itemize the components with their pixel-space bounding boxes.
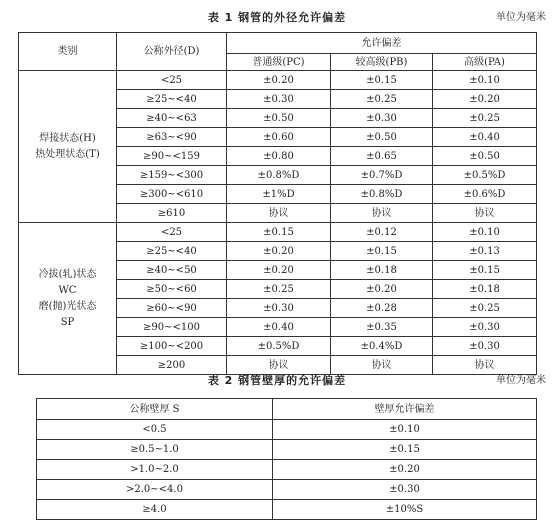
tolerance-pb-cell: 协议 bbox=[331, 356, 433, 375]
tolerance-pa-cell: ±0.40 bbox=[433, 128, 537, 147]
tolerance-pa-cell: ±0.25 bbox=[433, 109, 537, 128]
tolerance-pc-cell: ±0.20 bbox=[227, 71, 331, 90]
tolerance-pa-cell: ±0.10 bbox=[433, 223, 537, 242]
tolerance-pb-cell: ±0.25 bbox=[331, 90, 433, 109]
tolerance-pa-cell: ±0.10 bbox=[433, 71, 537, 90]
tolerance-pb-cell: ±0.7%D bbox=[331, 166, 433, 185]
nominal-diameter-cell: ≥60~<90 bbox=[117, 299, 227, 318]
header-grade-pa: 高级(PA) bbox=[433, 54, 537, 71]
outer-diameter-tolerance-table bbox=[18, 32, 537, 375]
tolerance-pb-cell: ±0.18 bbox=[331, 261, 433, 280]
nominal-diameter-cell: ≥90~<100 bbox=[117, 318, 227, 337]
table1-header-row bbox=[19, 33, 537, 54]
tolerance-pb-cell: ±0.8%D bbox=[331, 185, 433, 204]
nominal-diameter-cell: ≥40~<50 bbox=[117, 261, 227, 280]
header-grade-pc: 普通级(PC) bbox=[227, 54, 331, 71]
wall-tolerance-cell: ±0.15 bbox=[273, 440, 537, 460]
wall-thickness-cell: ≥4.0 bbox=[37, 500, 273, 520]
tolerance-pc-cell: ±1%D bbox=[227, 185, 331, 204]
wall-thickness-cell: <0.5 bbox=[37, 420, 273, 440]
tolerance-pc-cell: ±0.20 bbox=[227, 261, 331, 280]
table2-header-row bbox=[37, 399, 537, 420]
category-cell bbox=[19, 71, 117, 223]
tolerance-pb-cell: ±0.4%D bbox=[331, 337, 433, 356]
tolerance-pa-cell: ±0.15 bbox=[433, 261, 537, 280]
tolerance-pa-cell: ±0.25 bbox=[433, 299, 537, 318]
table-row bbox=[37, 440, 537, 460]
tolerance-pb-cell: ±0.15 bbox=[331, 71, 433, 90]
category-label: 热处理状态(T) bbox=[35, 148, 100, 160]
category-label: WC bbox=[58, 284, 77, 296]
wall-thickness-cell: >2.0~<4.0 bbox=[37, 480, 273, 500]
tolerance-pc-cell: 协议 bbox=[227, 204, 331, 223]
tolerance-pb-cell: ±0.65 bbox=[331, 147, 433, 166]
table-row bbox=[37, 500, 537, 520]
tolerance-pc-cell: ±0.20 bbox=[227, 242, 331, 261]
table-row bbox=[19, 223, 537, 242]
wall-tolerance-cell: ±10%S bbox=[273, 500, 537, 520]
nominal-diameter-cell: ≥200 bbox=[117, 356, 227, 375]
table2-caption-bar bbox=[0, 372, 554, 390]
tolerance-pa-cell: ±0.30 bbox=[433, 318, 537, 337]
nominal-diameter-cell: ≥159~<300 bbox=[117, 166, 227, 185]
wall-tolerance-cell: ±0.10 bbox=[273, 420, 537, 440]
table1-unit: 单位为毫米 bbox=[496, 12, 546, 23]
nominal-diameter-cell: <25 bbox=[117, 71, 227, 90]
tolerance-pb-cell: ±0.12 bbox=[331, 223, 433, 242]
tolerance-pc-cell: ±0.15 bbox=[227, 223, 331, 242]
wall-tolerance-cell: ±0.20 bbox=[273, 460, 537, 480]
tolerance-pa-cell: ±0.20 bbox=[433, 90, 537, 109]
tolerance-pb-cell: ±0.15 bbox=[331, 242, 433, 261]
tolerance-pb-cell: ±0.30 bbox=[331, 109, 433, 128]
tolerance-pb-cell: ±0.50 bbox=[331, 128, 433, 147]
tolerance-pb-cell: ±0.20 bbox=[331, 280, 433, 299]
table1-title: 表 1 钢管的外径允许偏差 bbox=[207, 11, 347, 24]
category-label: 焊接状态(H) bbox=[39, 132, 96, 144]
tolerance-pa-cell: ±0.13 bbox=[433, 242, 537, 261]
tolerance-pa-cell: 协议 bbox=[433, 204, 537, 223]
category-label: 磨(抛)光状态 bbox=[38, 300, 97, 312]
tolerance-pc-cell: ±0.60 bbox=[227, 128, 331, 147]
tolerance-pa-cell: 协议 bbox=[433, 356, 537, 375]
category-label: 冷拔(轧)状态 bbox=[38, 268, 97, 280]
wall-thickness-tolerance-table bbox=[36, 398, 537, 520]
table2-title: 表 2 钢管壁厚的允许偏差 bbox=[207, 374, 347, 387]
tolerance-pc-cell: 协议 bbox=[227, 356, 331, 375]
tolerance-pa-cell: ±0.50 bbox=[433, 147, 537, 166]
tolerance-pc-cell: ±0.80 bbox=[227, 147, 331, 166]
header-nominal-diameter: 公称外径(D) bbox=[117, 33, 227, 71]
nominal-diameter-cell: ≥100~<200 bbox=[117, 337, 227, 356]
header-tolerance: 允许偏差 bbox=[227, 33, 537, 54]
tolerance-pb-cell: ±0.28 bbox=[331, 299, 433, 318]
table-row bbox=[37, 480, 537, 500]
tolerance-pc-cell: ±0.50 bbox=[227, 109, 331, 128]
nominal-diameter-cell: ≥610 bbox=[117, 204, 227, 223]
tolerance-pa-cell: ±0.5%D bbox=[433, 166, 537, 185]
tolerance-pb-cell: 协议 bbox=[331, 204, 433, 223]
tolerance-pc-cell: ±0.30 bbox=[227, 90, 331, 109]
nominal-diameter-cell: ≥63~<90 bbox=[117, 128, 227, 147]
tolerance-pc-cell: ±0.40 bbox=[227, 318, 331, 337]
nominal-diameter-cell: ≥25~<40 bbox=[117, 90, 227, 109]
nominal-diameter-cell: ≥25~<40 bbox=[117, 242, 227, 261]
nominal-diameter-cell: ≥300~<610 bbox=[117, 185, 227, 204]
wall-thickness-cell: >1.0~2.0 bbox=[37, 460, 273, 480]
tolerance-pc-cell: ±0.25 bbox=[227, 280, 331, 299]
nominal-diameter-cell: ≥90~<159 bbox=[117, 147, 227, 166]
nominal-diameter-cell: ≥50~<60 bbox=[117, 280, 227, 299]
tolerance-pa-cell: ±0.30 bbox=[433, 337, 537, 356]
nominal-diameter-cell: <25 bbox=[117, 223, 227, 242]
wall-thickness-cell: ≥0.5~1.0 bbox=[37, 440, 273, 460]
category-cell bbox=[19, 223, 117, 375]
header-grade-pb: 较高级(PB) bbox=[331, 54, 433, 71]
tolerance-pc-cell: ±0.5%D bbox=[227, 337, 331, 356]
header-nominal-wall-thickness: 公称壁厚 S bbox=[37, 399, 273, 420]
tolerance-pa-cell: ±0.6%D bbox=[433, 185, 537, 204]
header-category: 类别 bbox=[19, 33, 117, 71]
nominal-diameter-cell: ≥40~<63 bbox=[117, 109, 227, 128]
tolerance-pc-cell: ±0.30 bbox=[227, 299, 331, 318]
table-row bbox=[19, 71, 537, 90]
table1-caption-bar bbox=[0, 9, 554, 27]
tolerance-pb-cell: ±0.35 bbox=[331, 318, 433, 337]
tolerance-pa-cell: ±0.18 bbox=[433, 280, 537, 299]
header-wall-tolerance: 壁厚允许偏差 bbox=[273, 399, 537, 420]
category-label: SP bbox=[60, 316, 75, 328]
table-row bbox=[37, 420, 537, 440]
tolerance-pc-cell: ±0.8%D bbox=[227, 166, 331, 185]
table2-unit: 单位为毫米 bbox=[496, 375, 546, 386]
wall-tolerance-cell: ±0.30 bbox=[273, 480, 537, 500]
table-row bbox=[37, 460, 537, 480]
